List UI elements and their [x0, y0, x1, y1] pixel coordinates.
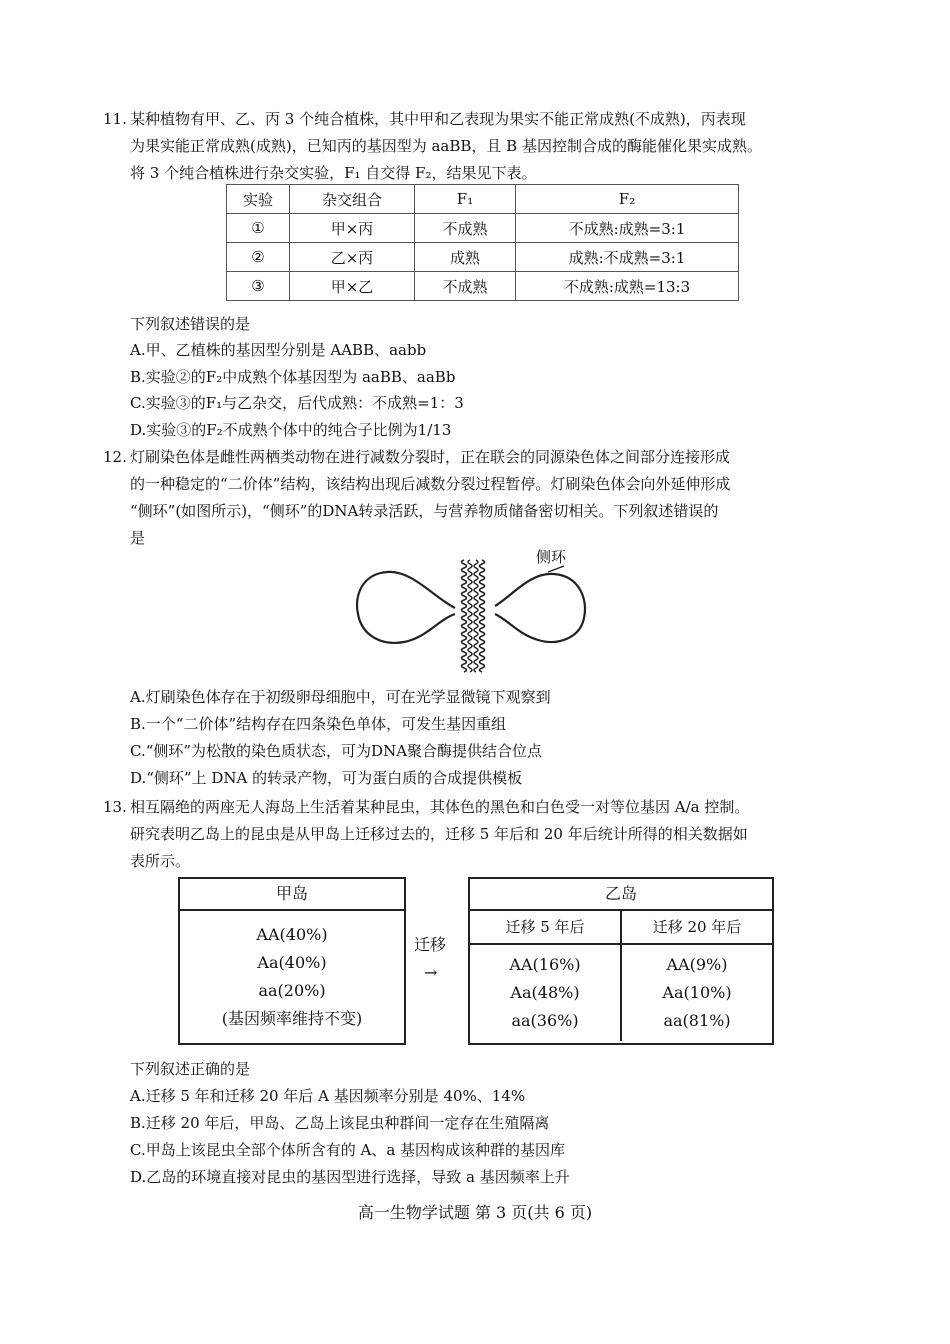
migration-label: 迁移 — [414, 935, 447, 954]
table-cell: 不成熟 — [415, 272, 516, 301]
island-b-5yr-value: AA(16%) — [509, 955, 581, 974]
table-row — [227, 214, 739, 243]
table-header-row — [227, 185, 739, 214]
lampbrush-chromosome-figure — [352, 548, 592, 678]
q13-line-3: 表所示。 — [130, 852, 191, 870]
q13-option-d: D.乙岛的环境直接对昆虫的基因型进行选择，导致 a 基因频率上升 — [130, 1168, 570, 1186]
q12-line-3: “侧环”(如图所示)，“侧环”的DNA转录活跃，与营养物质储备密切相关。下列叙述错误的 — [130, 502, 719, 520]
q11-number: 11. — [103, 110, 127, 128]
island-b-20yr-value: AA(9%) — [666, 955, 728, 974]
table-cell: 不成熟:成熟=3:1 — [516, 214, 739, 243]
q12-line-2: 的一种稳定的“二价体”结构，该结构出现后减数分裂过程暂停。灯刷染色体会向外延伸形成 — [130, 475, 731, 493]
q13-option-a: A.迁移 5 年和迁移 20 年后 A 基因频率分别是 40%、14% — [130, 1087, 526, 1105]
q11-option-b: B.实验②的F₂中成熟个体基因型为 aaBB、aaBb — [130, 368, 456, 386]
island-b-5yr-value: aa(36%) — [511, 1011, 579, 1030]
q13-line-1: 相互隔绝的两座无人海岛上生活着某种昆虫，其体色的黑色和白色受一对等位基因 A/a 控制。 — [130, 798, 750, 816]
q12-option-b: B.一个“二价体”结构存在四条染色单体，可发生基因重组 — [130, 715, 507, 733]
q11-option-a: A.甲、乙植株的基因型分别是 AABB、aabb — [130, 341, 427, 359]
q11-option-d: D.实验③的F₂不成熟个体中的纯合子比例为1/13 — [130, 421, 452, 439]
q11-line-1: 某种植物有甲、乙、丙 3 个纯合植株，其中甲和乙表现为果实不能正常成熟(不成熟)，丙表现 — [130, 110, 746, 128]
table-header-cell: 杂交组合 — [290, 185, 415, 214]
island-b-col-header: 迁移 5 年后 — [470, 911, 622, 943]
table-header-cell: F₁ — [415, 185, 516, 214]
q13-number: 13. — [103, 798, 127, 816]
arrow-right-icon: → — [424, 963, 438, 982]
island-b-col-header: 迁移 20 年后 — [652, 918, 742, 936]
island-b-5yr-value: Aa(48%) — [510, 983, 580, 1002]
q12-line-1: 灯刷染色体是雌性两栖类动物在进行减数分裂时，正在联会的同源染色体之间部分连接形成 — [130, 448, 731, 466]
q11-line-3: 将 3 个纯合植株进行杂交实验，F₁ 自交得 F₂，结果见下表。 — [130, 164, 537, 182]
island-a-table — [178, 877, 406, 1045]
table-cell: 成熟 — [415, 243, 516, 272]
island-a-value: aa(20%) — [258, 981, 326, 1000]
q11-option-c: C.实验③的F₁与乙杂交，后代成熟：不成熟=1：3 — [130, 394, 464, 412]
q12-line-4: 是 — [130, 529, 146, 547]
table-cell: ③ — [227, 272, 290, 301]
side-loop-label: 侧环 — [536, 548, 567, 566]
table-header-cell: 实验 — [227, 185, 290, 214]
table-cell: 成熟:不成熟=3:1 — [516, 243, 739, 272]
table-header-cell: F₂ — [516, 185, 739, 214]
island-b-20yr-value: aa(81%) — [663, 1011, 731, 1030]
q12-option-c: C.“侧环”为松散的染色质状态，可为DNA聚合酶提供结合位点 — [130, 742, 543, 760]
table-cell: ① — [227, 214, 290, 243]
table-cell: 乙×丙 — [290, 243, 415, 272]
table-cell: 不成熟:成熟=13:3 — [516, 272, 739, 301]
q12-option-a: A.灯刷染色体存在于初级卵母细胞中，可在光学显微镜下观察到 — [130, 688, 551, 706]
island-a-value: Aa(40%) — [257, 953, 327, 972]
q12-number: 12. — [103, 448, 127, 466]
island-a-value: AA(40%) — [256, 925, 328, 944]
island-b-20yr-value: Aa(10%) — [662, 983, 732, 1002]
island-a-title: 甲岛 — [180, 879, 404, 911]
q11-stem: 下列叙述错误的是 — [130, 315, 251, 333]
table-cell: ② — [227, 243, 290, 272]
q11-table — [226, 184, 739, 301]
q13-line-2: 研究表明乙岛上的昆虫是从甲岛上迁移过去的，迁移 5 年后和 20 年后统计所得的相关数据如 — [130, 825, 748, 843]
table-row — [227, 272, 739, 301]
q12-option-d: D.“侧环”上 DNA 的转录产物，可为蛋白质的合成提供模板 — [130, 769, 523, 787]
q13-stem: 下列叙述正确的是 — [130, 1060, 251, 1078]
table-cell: 甲×乙 — [290, 272, 415, 301]
table-cell: 不成熟 — [415, 214, 516, 243]
q13-option-c: C.甲岛上该昆虫全部个体所含有的 A、a 基因构成该种群的基因库 — [130, 1141, 566, 1159]
table-cell: 甲×丙 — [290, 214, 415, 243]
island-a-note: (基因频率维持不变) — [221, 1009, 363, 1028]
island-b-title: 乙岛 — [470, 879, 772, 911]
island-b-table — [468, 877, 774, 1045]
q13-option-b: B.迁移 20 年后，甲岛、乙岛上该昆虫种群间一定存在生殖隔离 — [130, 1114, 550, 1132]
page-footer: 高一生物学试题 第 3 页(共 6 页) — [357, 1203, 593, 1222]
table-row — [227, 243, 739, 272]
q11-line-2: 为果实能正常成熟(成熟)，已知丙的基因型为 aaBB，且 B 基因控制合成的酶能催化果实成熟。 — [130, 137, 762, 155]
